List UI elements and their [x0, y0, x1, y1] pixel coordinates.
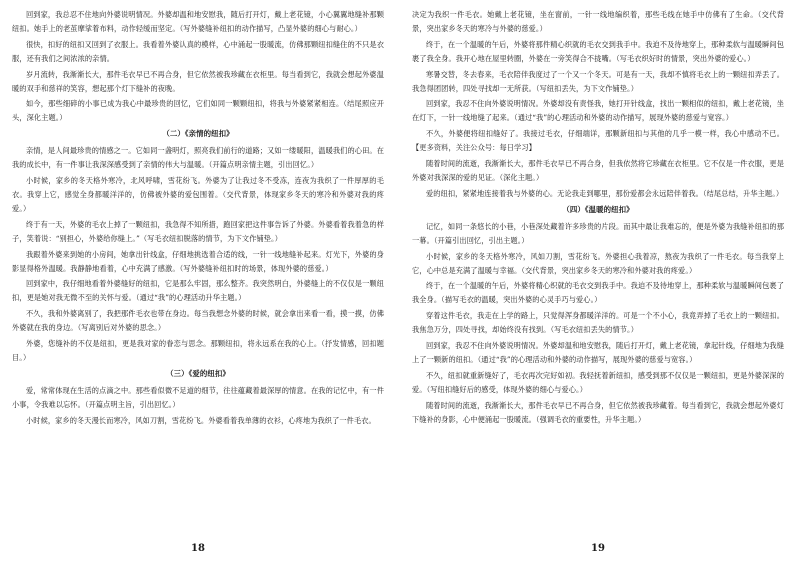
paragraph: 记忆，如同一条悠长的小巷，小巷深处藏着许多珍贵的片段。而其中最让我难忘的，便是外婆为我缝补纽扣的那一幕。（开篇引出回忆，引出主题。） [412, 221, 784, 245]
right-page [412, 8, 784, 558]
paragraph: 终于有一天，外婆的毛衣上掉了一颗纽扣，我急得不知所措，跑回家把这件事告诉了外婆。外婆看着我着急的样子，笑着说：“别担心，外婆给你缝上。”（写毛衣纽扣脱落的情节，为下文作铺垫。） [12, 219, 384, 243]
paragraph: 小时候，家乡的冬天漫长而寒冷，风如刀割，雪花纷飞。外婆看着我单薄的衣衫，心疼地为我织了一件毛衣。 [26, 415, 376, 425]
paragraph: 回到家，我忍不住向外婆说明情况。外婆却温和地安慰我，随后打开灯，戴上老花镜，拿起针线，仔细地为我缝上了一颗新的纽扣。（通过“我”的心理活动和外婆的动作描写，展现外婆的慈爱与宽容。） [412, 341, 784, 364]
paragraph: 岁月流转，我渐渐长大，那件毛衣早已不再合身，但它依然被我珍藏在衣柜里。每当看到它，我就会想起外婆温暖的双手和慈祥的笑容，想起那个灯下缝补的夜晚。 [12, 69, 384, 93]
right-page-text [412, 8, 784, 523]
paragraph: 亲情，是人间最珍贵的情感之一。它如同一盏明灯，照亮我们前行的道路；又如一缕暖阳，温暖我们的心田。在我的成长中，有一件事让我深深感受到了亲情的伟大与温暖。（开篇点明亲情主题，引出回忆。） [12, 146, 384, 170]
paragraph: 回到家，我忍不住向外婆说明情况。外婆却没有责怪我，她打开针线盒，找出一颗相似的纽扣，戴上老花镜，坐在灯下，一针一线地缝了起来。（通过“我”的心理活动和外婆的动作描写，展现外婆的慈爱与宽容。） [412, 99, 784, 123]
paragraph: 外婆，您缝补的不仅是纽扣，更是我对家的眷恋与思念。那颗纽扣，将永远系在我的心上。（抒发情感，回扣题目。） [12, 339, 384, 362]
paragraph: 爱，常常体现在生活的点滴之中。那些看似微不足道的细节，往往蕴藏着最深厚的情意。在我的记忆中，有一件小事，令我难以忘怀。（开篇点明主旨，引出回忆。） [12, 385, 384, 409]
paragraph: 爱的纽扣，紧紧地连接着我与外婆的心。无论我走到哪里，那份爱都会永远陪伴着我。（结尾总结，升华主题。） [426, 188, 784, 198]
section-heading: （三）《爱的纽扣》 [166, 368, 230, 378]
paragraph: 如今，那些细碎的小事已成为我心中最珍贵的回忆，它们如同一颗颗纽扣，将我与外婆紧紧相连。（结尾照应开头，深化主题。） [12, 99, 384, 123]
paragraph: 小时候，家乡的冬天格外寒冷，风如刀割，雪花纷飞。外婆担心我着凉，熬夜为我织了一件毛衣。每当我穿上它，心中总是充满了温暖与幸福。（交代背景，突出家乡冬天的寒冷和外婆对我的疼爱。） [412, 251, 784, 275]
page-number: 19 [591, 543, 605, 554]
paragraph: 很快，扣好的纽扣又回到了衣服上。我看着外婆认真的模样，心中涌起一股暖流，仿佛那颗纽扣缝住的不只是衣服，还有我们之间浓浓的亲情。 [12, 39, 384, 63]
paragraph: 不久，我和外婆离别了，我把那件毛衣也带在身边。每当我想念外婆的时候，就会拿出来看一看，摸一摸，仿佛外婆就在我的身边。（写离别后对外婆的思念。） [12, 309, 384, 333]
paragraph: 回到家，我总忍不住地向外婆说明情况。外婆却温和地安慰我，随后打开灯，戴上老花镜，小心翼翼地缝补那颗纽扣。她手上的老茧摩挲着布料，动作轻缓而坚定。（写外婆缝补纽扣的动作描写，凸显外婆的细心与耐心。） [12, 10, 384, 33]
paragraph: 寒暑交替，冬去春来，毛衣陪伴我度过了一个又一个冬天。可是有一天，我却不慎将毛衣上的一颗纽扣弄丢了。我急得团团转，四处寻找却一无所获。（写纽扣丢失，为下文作铺垫。） [412, 69, 784, 93]
paragraph: 回到家中，我仔细地看着外婆缝好的纽扣，它是那么牢固，那么整齐。我突然明白，外婆缝上的不仅仅是一颗纽扣，更是她对我无微不至的关怀与爱。（通过“我”的心理活动升华主题。） [12, 279, 384, 303]
paragraph: 终于，在一个温暖的午后，外婆将精心织就的毛衣交到我手中。我迫不及待地穿上，那种柔软与温暖瞬间包裹了我全身。（描写毛衣的温暖，突出外婆的心灵手巧与爱心。） [412, 281, 784, 305]
paragraph: 随着时间的流逝，我渐渐长大，那件毛衣早已不再合身，但我依然将它珍藏在衣柜里。它不仅是一件衣服，更是外婆对我深深的爱的见证。（深化主题。） [412, 159, 784, 182]
section-heading: （二）《亲情的纽扣》 [162, 129, 234, 139]
paragraph: 终于，在一个温暖的午后，外婆将那件精心织就的毛衣交到我手中。我迫不及待地穿上，那种柔软与温暖瞬间包裹了我全身。我开心地在屋里转圈，外婆在一旁笑得合不拢嘴。（写毛衣织好时的情景，突出外婆的爱心。） [412, 39, 784, 63]
left-page [12, 8, 384, 558]
paragraph: 随着时间的流逝，我渐渐长大，那件毛衣早已不再合身，但它依然被我珍藏着。每当看到它，我就会想起外婆灯下缝补的身影，心中便涌起一股暖流。（强调毛衣的重要性，升华主题。） [412, 400, 784, 424]
page-gutter [398, 0, 402, 566]
paragraph: 小时候，家乡的冬天格外寒冷，北风呼啸，雪花纷飞。外婆为了让我过冬不受冻，连夜为我织了一件厚厚的毛衣。我穿上它，感觉全身都暖洋洋的，仿佛被外婆的爱包围着。（交代背景，体现家乡冬天的寒冷和外婆对我的疼爱。） [12, 176, 384, 213]
paragraph: 不久，纽扣就重新缝好了，毛衣再次完好如初。我轻抚着新纽扣，感受到那不仅仅是一颗纽扣，更是外婆深深的爱。（写纽扣缝好后的感受，体现外婆的细心与爱心。） [412, 370, 784, 394]
left-page-text [12, 8, 384, 523]
paragraph: 不久，外婆便将纽扣缝好了。我接过毛衣，仔细端详，那颗新纽扣与其他的几乎一模一样，我心中感动不已。【更多资料，关注公众号：每日学习】 [412, 129, 784, 153]
paragraph: 穿着这件毛衣，我走在上学的路上，只觉得浑身都暖洋洋的。可是一个不小心，我竟弄掉了毛衣上的一颗纽扣。我焦急万分，四处寻找，却始终没有找到。（写毛衣纽扣丢失的情节。） [412, 311, 784, 335]
paragraph: 决定为我织一件毛衣。她戴上老花镜，坐在窗前，一针一线地编织着，那些毛线在她手中仿佛有了生命。（交代背景，突出家乡冬天的寒冷与外婆的慈爱。） [412, 10, 784, 33]
section-heading: （四）《温暖的纽扣》 [562, 204, 634, 214]
page-number: 18 [191, 543, 205, 554]
paragraph: 我跟着外婆来到她的小房间，她拿出针线盒，仔细地挑选着合适的线，一针一线地缝补起来。灯光下，外婆的身影显得格外温暖。我静静地看着，心中充满了感激。（写外婆缝补纽扣时的场景，体现外婆的慈爱。） [12, 249, 384, 273]
